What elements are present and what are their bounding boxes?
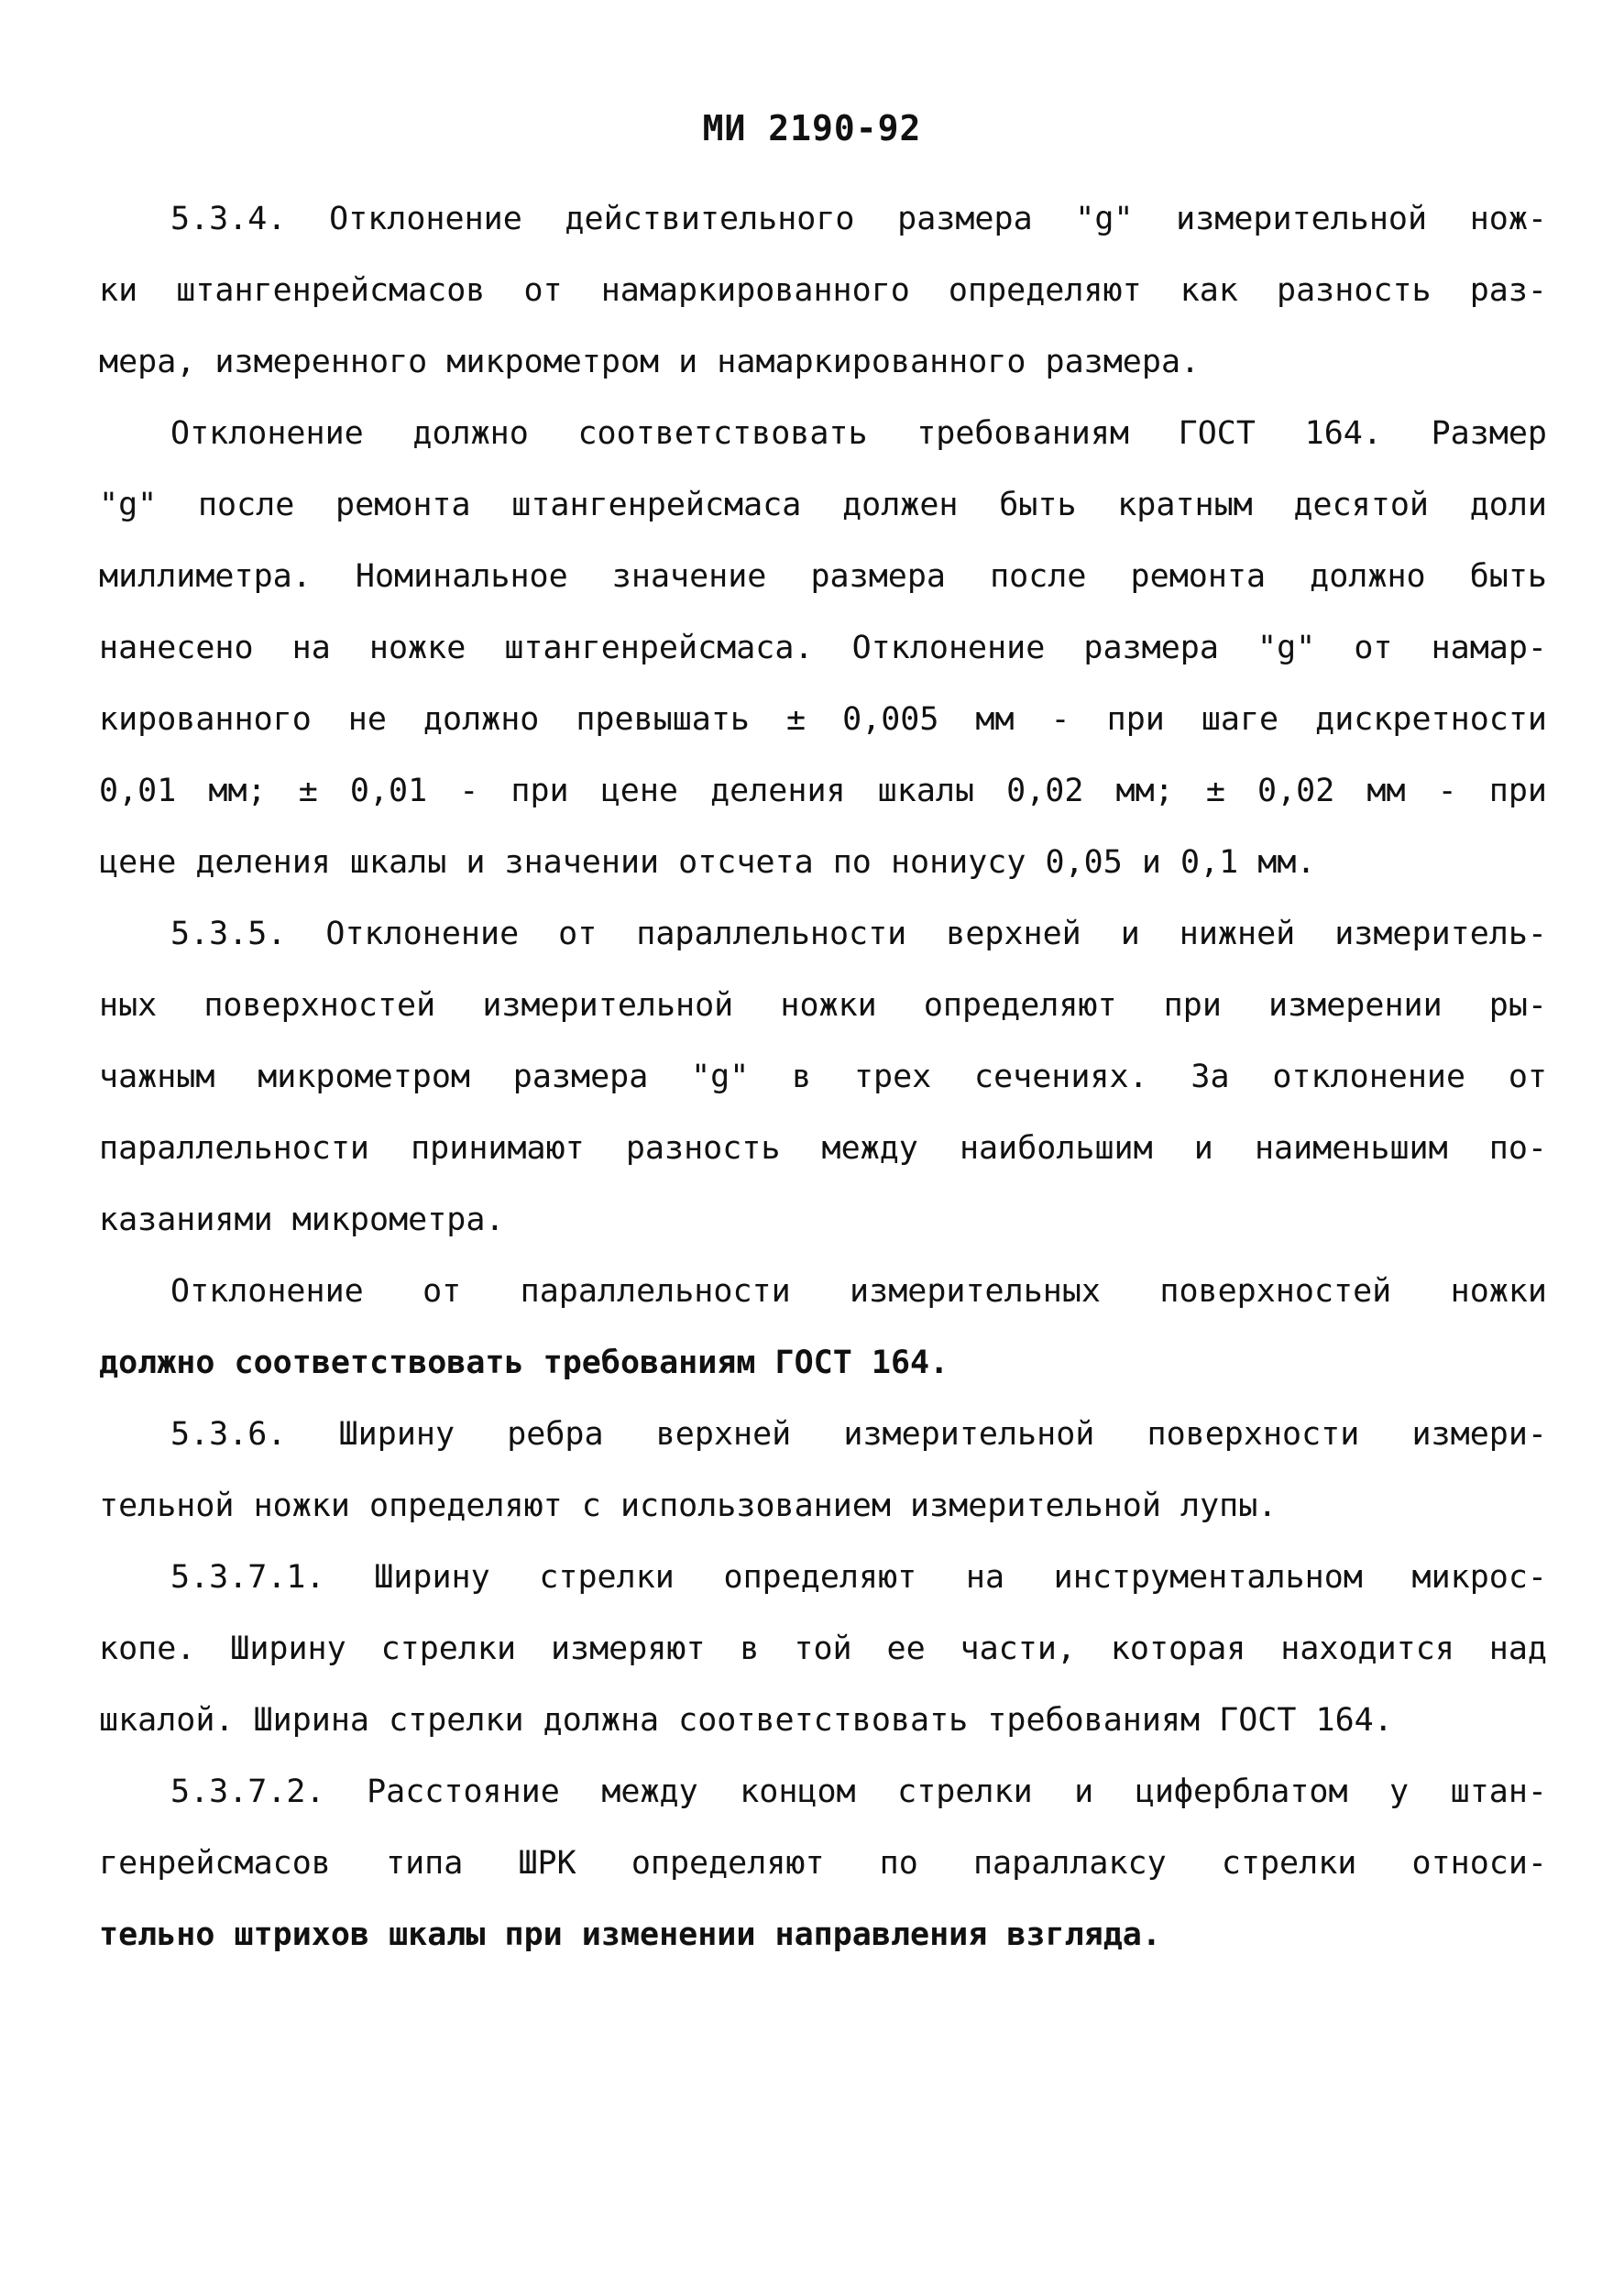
text-line: Отклонение от параллельности измерительных поверхностей ножки	[170, 1273, 1547, 1310]
text-line: цене деления шкалы и значении отсчета по нониусу 0,05 и 0,1 мм.	[99, 844, 1316, 881]
text-line: копе. Ширину стрелки измеряют в той ее части, которая находится над	[99, 1631, 1547, 1667]
text-line: тельно штрихов шкалы при изменении направления взгляда.	[99, 1916, 1161, 1953]
text-line: шкалой. Ширина стрелки должна соответствовать требованиям ГОСТ 164.	[99, 1702, 1393, 1739]
text-line: "g" после ремонта штангенрейсмаса должен быть кратным десятой доли	[99, 487, 1547, 523]
paragraph-parallelism-requirements	[99, 1256, 1547, 1399]
text-line: мера, измеренного микрометром и намаркированного размера.	[99, 344, 1201, 380]
text-line: 5.3.4. Отклонение действительного размера "g" измерительной нож-	[170, 201, 1547, 237]
text-line: параллельности принимают разность между наибольшим и наименьшим по-	[99, 1130, 1547, 1167]
document-body	[99, 183, 1547, 1971]
paragraph-5-3-7-2	[99, 1756, 1547, 1971]
text-line: кированного не должно превышать ± 0,005 мм - при шаге дискретности	[99, 701, 1547, 738]
paragraph-5-3-5	[99, 898, 1547, 1256]
text-line: 5.3.7.2. Расстояние между концом стрелки и циферблатом у штан-	[170, 1773, 1547, 1810]
text-line: казаниями микрометра.	[99, 1202, 505, 1238]
text-line: ных поверхностей измерительной ножки определяют при измерении ры-	[99, 987, 1547, 1024]
text-line: 0,01 мм; ± 0,01 - при цене деления шкалы 0,02 мм; ± 0,02 мм - при	[99, 773, 1547, 809]
text-line: 5.3.7.1. Ширину стрелки определяют на инструментальном микрос-	[170, 1559, 1547, 1596]
text-line: генрейсмасов типа ШРК определяют по параллаксу стрелки относи-	[99, 1845, 1547, 1882]
text-line: тельной ножки определяют с использованием измерительной лупы.	[99, 1488, 1278, 1524]
document-code-header: МИ 2190-92	[702, 108, 922, 148]
text-line: 5.3.5. Отклонение от параллельности верхней и нижней измеритель-	[170, 916, 1547, 952]
text-line: чажным микрометром размера "g" в трех сечениях. За отклонение от	[99, 1059, 1547, 1095]
paragraph-deviation-requirements	[99, 398, 1547, 898]
paragraph-5-3-7-1	[99, 1542, 1547, 1756]
paragraph-5-3-6	[99, 1399, 1547, 1542]
text-line: Отклонение должно соответствовать требованиям ГОСТ 164. Размер	[170, 415, 1547, 452]
paragraph-5-3-4	[99, 183, 1547, 398]
text-line: миллиметра. Номинальное значение размера после ремонта должно быть	[99, 558, 1547, 595]
text-line: 5.3.6. Ширину ребра верхней измерительной поверхности измери-	[170, 1416, 1547, 1453]
text-line: ки штангенрейсмасов от намаркированного определяют как разность раз-	[99, 272, 1547, 309]
text-line: нанесено на ножке штангенрейсмаса. Отклонение размера "g" от намар-	[99, 630, 1547, 666]
text-line: должно соответствовать требованиям ГОСТ 164.	[99, 1345, 949, 1381]
